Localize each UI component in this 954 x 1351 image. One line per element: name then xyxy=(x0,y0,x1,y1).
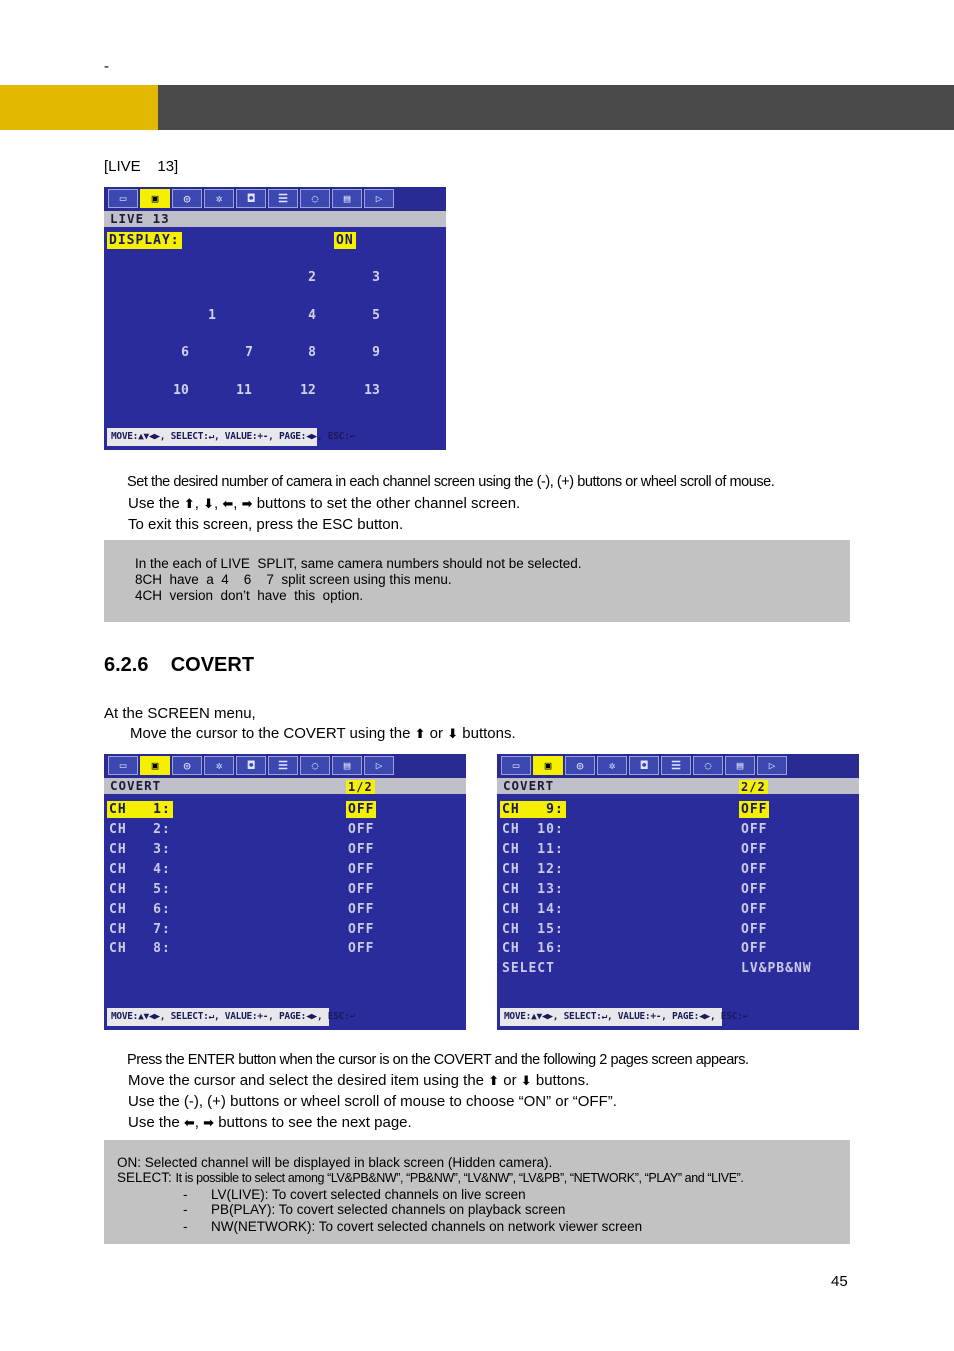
camera-number: 3 xyxy=(372,270,380,285)
channel-label: CH 14: xyxy=(502,902,564,917)
display-value: ON xyxy=(336,233,354,248)
channel-value: OFF xyxy=(741,862,768,877)
instruction-line: Set the desired number of camera in each channel screen using the (-), (+) buttons or wheel scroll of mouse. xyxy=(127,474,775,490)
search-icon: ◌ xyxy=(693,756,723,775)
instruction-line: To exit this screen, press the ESC button. xyxy=(128,516,404,533)
header-bar xyxy=(158,85,954,130)
bullet-text: PB(PLAY): To covert selected channels on playback screen xyxy=(211,1202,566,1217)
screen-icon: ▣ xyxy=(140,756,170,775)
network-icon: ▤ xyxy=(725,756,755,775)
channel-value: OFF xyxy=(348,802,375,817)
event-icon: ✲ xyxy=(204,189,234,208)
event-icon: ✲ xyxy=(597,756,627,775)
camera-icon: ◘ xyxy=(236,189,266,208)
down-arrow-icon: ⬇ xyxy=(203,497,215,512)
instruction-line: Use the ⬅, ➡ buttons to see the next page. xyxy=(128,1114,412,1131)
display-label: DISPLAY: xyxy=(109,233,180,248)
channel-value: OFF xyxy=(348,902,375,917)
bullet-dash: - xyxy=(183,1219,188,1234)
system-icon: ▭ xyxy=(108,756,138,775)
network-icon: ▤ xyxy=(332,756,362,775)
screen-icon: ▣ xyxy=(533,756,563,775)
channel-value: OFF xyxy=(741,822,768,837)
channel-value: OFF xyxy=(741,941,768,956)
exit-icon: ▷ xyxy=(757,756,787,775)
channel-label: CH 6: xyxy=(109,902,171,917)
channel-value: OFF xyxy=(741,802,768,817)
camera-number: 6 xyxy=(181,345,189,360)
channel-label: CH 15: xyxy=(502,922,564,937)
header-dash: - xyxy=(104,58,109,75)
screen-title: LIVE 13 xyxy=(104,211,446,227)
menu-icon-bar xyxy=(104,187,446,211)
note-line: 8CH have a 4 6 7 split screen using this menu. xyxy=(135,572,452,587)
channel-value: OFF xyxy=(348,941,375,956)
camera-number: 2 xyxy=(308,270,316,285)
camera-number: 1 xyxy=(208,308,216,323)
camera-number: 11 xyxy=(236,383,252,398)
channel-value: OFF xyxy=(348,862,375,877)
up-arrow-icon: ⬆ xyxy=(183,497,195,512)
channel-value: OFF xyxy=(741,902,768,917)
channel-label: CH 10: xyxy=(502,822,564,837)
bullet-text: NW(NETWORK): To covert selected channels on network viewer screen xyxy=(211,1219,643,1234)
page-indicator: 1/2 xyxy=(348,780,373,794)
channel-label: CH 3: xyxy=(109,842,171,857)
bullet-dash: - xyxy=(183,1187,188,1202)
channel-value: OFF xyxy=(741,842,768,857)
select-value: LV&PB&NW xyxy=(741,961,812,976)
record-icon: ◎ xyxy=(565,756,595,775)
note-line: SELECT: It is possible to select among “LV&PB&NW”, “PB&NW”, “LV&NW”, “LV&PB”, “NETWORK”, “PLAY” and “LIVE”. xyxy=(117,1170,744,1185)
channel-label: CH 11: xyxy=(502,842,564,857)
camera-number: 10 xyxy=(173,383,189,398)
menu-icon-bar xyxy=(104,754,466,778)
covert-screen-page1 xyxy=(104,754,466,1030)
camera-number: 4 xyxy=(308,308,316,323)
exit-icon: ▷ xyxy=(364,189,394,208)
instruction-line: Move the cursor and select the desired item using the ⬆ or ⬇ buttons. xyxy=(128,1072,590,1089)
channel-label: CH 16: xyxy=(502,941,564,956)
screen-title: COVERT xyxy=(104,778,466,794)
channel-label: CH 7: xyxy=(109,922,171,937)
channel-value: OFF xyxy=(741,922,768,937)
note-box xyxy=(104,1140,850,1244)
channel-label: CH 2: xyxy=(109,822,171,837)
help-bar: MOVE:▲▼◀▶, SELECT:↵, VALUE:+-, PAGE:◀▶, ESC:↩ xyxy=(107,1008,329,1026)
camera-number: 5 xyxy=(372,308,380,323)
channel-label: CH 12: xyxy=(502,862,564,877)
search-icon: ◌ xyxy=(300,189,330,208)
record-icon: ◎ xyxy=(172,756,202,775)
channel-value: OFF xyxy=(348,882,375,897)
down-arrow-icon: ⬇ xyxy=(447,727,459,742)
instruction-line: Use the (-), (+) buttons or wheel scroll of mouse to choose “ON” or “OFF”. xyxy=(128,1093,617,1110)
header-accent-bar xyxy=(0,85,158,130)
covert-screen-page2 xyxy=(497,754,859,1030)
camera-number: 9 xyxy=(372,345,380,360)
camera-number: 7 xyxy=(245,345,253,360)
camera-icon: ◘ xyxy=(236,756,266,775)
record-icon: ◎ xyxy=(172,189,202,208)
up-arrow-icon: ⬆ xyxy=(414,727,426,742)
note-line: 4CH version don’t have this option. xyxy=(135,588,364,603)
left-arrow-icon: ⬅ xyxy=(183,1116,195,1131)
camera-number: 8 xyxy=(308,345,316,360)
down-arrow-icon: ⬇ xyxy=(520,1074,532,1089)
channel-value: OFF xyxy=(741,882,768,897)
right-arrow-icon: ➡ xyxy=(203,1116,215,1131)
system-icon: ▭ xyxy=(501,756,531,775)
instruction-line: Press the ENTER button when the cursor is on the COVERT and the following 2 pages screen appears. xyxy=(127,1052,749,1068)
instruction-line: Use the ⬆, ⬇, ⬅, ➡ buttons to set the other channel screen. xyxy=(128,495,521,512)
channel-value: OFF xyxy=(348,822,375,837)
channel-value: OFF xyxy=(348,842,375,857)
page-number: 45 xyxy=(831,1273,848,1290)
list-icon: ☰ xyxy=(268,756,298,775)
exit-icon: ▷ xyxy=(364,756,394,775)
camera-number: 12 xyxy=(300,383,316,398)
page-indicator: 2/2 xyxy=(741,780,766,794)
select-label: SELECT xyxy=(502,961,555,976)
screen-icon: ▣ xyxy=(140,189,170,208)
search-icon: ◌ xyxy=(300,756,330,775)
live13-screen xyxy=(104,187,446,450)
bullet-text: LV(LIVE): To covert selected channels on live screen xyxy=(211,1187,526,1202)
channel-value: OFF xyxy=(348,922,375,937)
camera-number: 13 xyxy=(364,383,380,398)
intro-line: Move the cursor to the COVERT using the ⬆ or ⬇ buttons. xyxy=(130,725,516,742)
note-line: ON: Selected channel will be displayed in black screen (Hidden camera). xyxy=(117,1155,553,1170)
network-icon: ▤ xyxy=(332,189,362,208)
right-arrow-icon: ➡ xyxy=(241,497,253,512)
list-icon: ☰ xyxy=(268,189,298,208)
section-heading: 6.2.6 COVERT xyxy=(104,654,255,676)
channel-label: CH 8: xyxy=(109,941,171,956)
live13-caption: [LIVE 13] xyxy=(104,158,179,175)
help-bar: MOVE:▲▼◀▶, SELECT:↵, VALUE:+-, PAGE:◀▶, ESC:↩ xyxy=(500,1008,722,1026)
help-bar: MOVE:▲▼◀▶, SELECT:↵, VALUE:+-, PAGE:◀▶, ESC:↩ xyxy=(107,428,317,446)
screen-title: COVERT xyxy=(497,778,859,794)
camera-icon: ◘ xyxy=(629,756,659,775)
bullet-dash: - xyxy=(183,1202,188,1217)
event-icon: ✲ xyxy=(204,756,234,775)
channel-label: CH 1: xyxy=(109,802,171,817)
note-line: In the each of LIVE SPLIT, same camera numbers should not be selected. xyxy=(135,556,582,571)
up-arrow-icon: ⬆ xyxy=(488,1074,500,1089)
channel-label: CH 13: xyxy=(502,882,564,897)
channel-label: CH 9: xyxy=(502,802,564,817)
channel-label: CH 5: xyxy=(109,882,171,897)
note-box xyxy=(104,540,850,622)
menu-icon-bar xyxy=(497,754,859,778)
channel-label: CH 4: xyxy=(109,862,171,877)
system-icon: ▭ xyxy=(108,189,138,208)
left-arrow-icon: ⬅ xyxy=(222,497,234,512)
intro-line: At the SCREEN menu, xyxy=(104,705,256,722)
list-icon: ☰ xyxy=(661,756,691,775)
